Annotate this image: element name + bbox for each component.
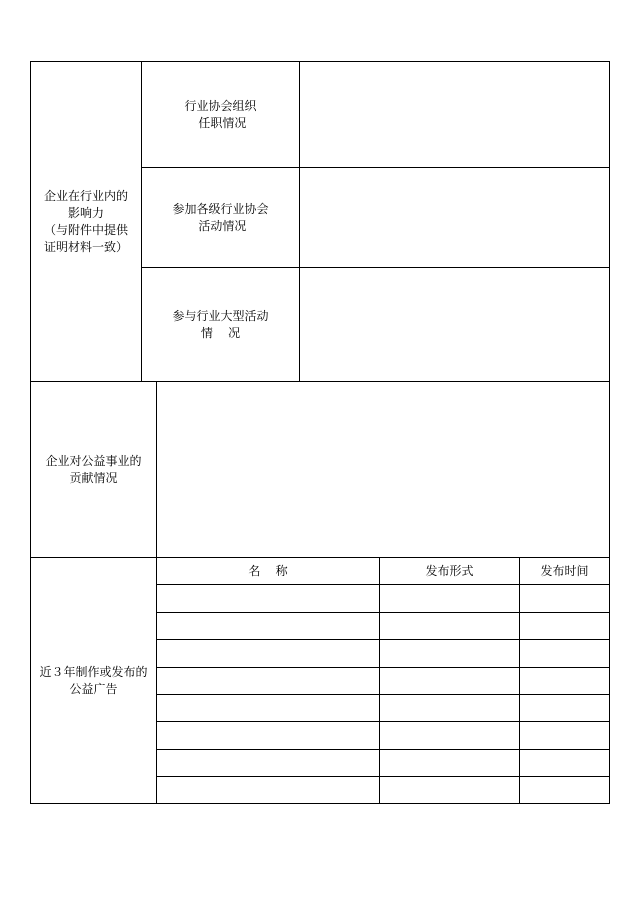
charity-contribution-label [31,382,156,557]
label-line: 企业在行业内的 [43,188,128,203]
association-position-label [142,62,299,167]
association-activity-label [142,168,299,267]
application-form-table [30,61,610,804]
label-line: 贡献情况 [69,470,118,485]
ad-name-cell[interactable] [157,585,379,612]
column-header-date [520,558,609,584]
ad-date-cell[interactable] [520,613,609,639]
column-header-text: 名 称 [248,563,288,578]
label-line: 活动情况 [194,218,247,233]
column-header-text: 发布形式 [425,563,474,578]
ad-name-cell[interactable] [157,668,379,694]
ad-name-cell[interactable] [157,695,379,721]
ad-format-cell[interactable] [380,750,519,776]
ad-format-cell[interactable] [380,613,519,639]
industry-event-field[interactable] [300,268,609,381]
ad-name-cell[interactable] [157,613,379,639]
public-ads-label [31,558,156,803]
ad-date-cell[interactable] [520,668,609,694]
column-header-text: 发布时间 [540,563,589,578]
label-line: 参与行业大型活动 [172,308,269,323]
charity-contribution-field[interactable] [157,382,609,557]
ad-name-cell[interactable] [157,750,379,776]
ad-date-cell[interactable] [520,695,609,721]
label-line: 公益广告 [69,681,118,696]
label-line: 证明材料一致） [43,239,128,254]
ad-format-cell[interactable] [380,585,519,612]
label-line: （与附件中提供 [43,222,128,237]
border-bottom [30,803,610,804]
label-line: 近３年制作或发布的 [39,664,148,679]
association-position-field[interactable] [300,62,609,167]
label-line: 行业协会组织 [184,98,257,113]
ad-name-cell[interactable] [157,722,379,749]
ad-format-cell[interactable] [380,722,519,749]
association-activity-field[interactable] [300,168,609,267]
ad-format-cell[interactable] [380,777,519,803]
label-line: 任职情况 [194,115,247,130]
ad-date-cell[interactable] [520,585,609,612]
label-line: 企业对公益事业的 [45,453,142,468]
influence-section-label [31,62,141,381]
column-header-name [157,558,379,584]
ad-format-cell[interactable] [380,695,519,721]
ad-date-cell[interactable] [520,777,609,803]
ad-date-cell[interactable] [520,750,609,776]
ad-date-cell[interactable] [520,640,609,667]
border-right [609,61,610,804]
label-line: 情 况 [200,325,241,340]
ad-format-cell[interactable] [380,640,519,667]
ad-name-cell[interactable] [157,640,379,667]
industry-event-label [142,268,299,381]
ad-date-cell[interactable] [520,722,609,749]
ad-name-cell[interactable] [157,777,379,803]
ad-format-cell[interactable] [380,668,519,694]
label-line: 影响力 [67,205,104,220]
column-header-format [380,558,519,584]
label-line: 参加各级行业协会 [172,201,269,216]
